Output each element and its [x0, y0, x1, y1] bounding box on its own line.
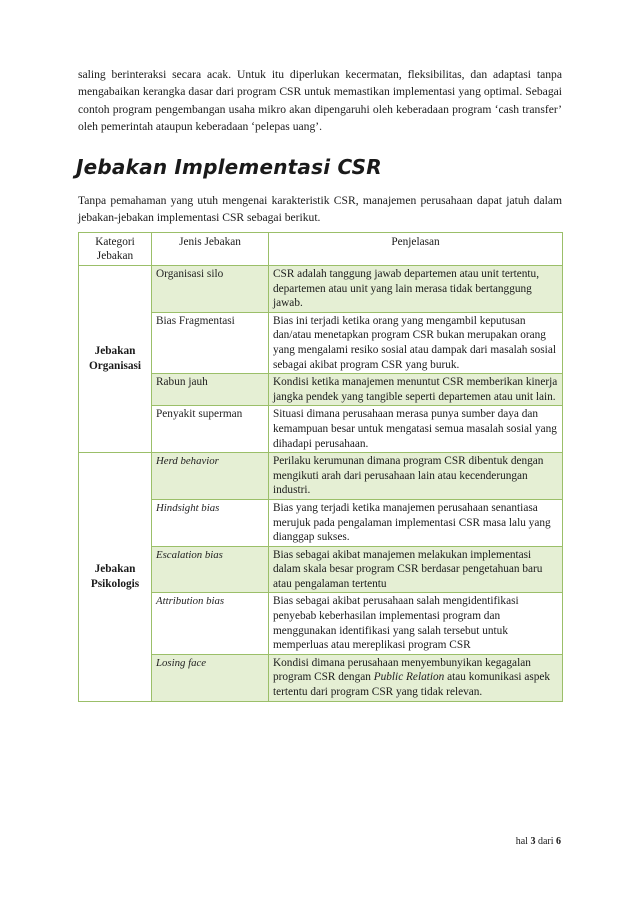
trap-explanation: CSR adalah tanggung jawab departemen atau unit tertentu, departemen atau unit yang lain merasa tidak bertanggung jawab. — [269, 266, 563, 313]
table-row — [79, 374, 563, 406]
header-category: Kategori Jebakan — [79, 232, 152, 265]
table-row — [79, 266, 563, 313]
trap-explanation: Kondisi ketika manajemen menuntut CSR memberikan kinerja jangka pendek yang tangible seperti departemen atau unit lain. — [269, 374, 563, 406]
page-footer — [440, 836, 561, 847]
category-organisasi: Jebakan Organisasi — [79, 266, 152, 453]
table-row — [79, 453, 563, 500]
explanation-part: Kondisi dimana perusahaan menyembunyikan kegagalan program CSR dengan — [273, 656, 531, 684]
trap-explanation: Bias yang terjadi ketika manajemen perusahaan senantiasa merujuk pada pengalaman implementasi CSR masa lalu yang dianggap sukses. — [269, 499, 563, 546]
table-row — [79, 499, 563, 546]
footer-separator: dari — [537, 836, 554, 847]
trap-type: Hindsight bias — [152, 499, 269, 546]
table-row — [79, 593, 563, 654]
table-row — [79, 312, 563, 373]
trap-explanation: Bias sebagai akibat manajemen melakukan implementasi dalam skala besar program CSR berdasar pengetahuan baru atau pengalaman tertentu — [269, 546, 563, 593]
footer-current-page: 3 — [530, 836, 536, 847]
trap-type: Organisasi silo — [152, 266, 269, 313]
trap-explanation: Bias sebagai akibat perusahaan salah mengidentifikasi penyebab keberhasilan implementasi program dan menggunakan identifikasi yang salah tersebut untuk memperluas atau mereplikasi program CSR — [269, 593, 563, 654]
trap-type: Bias Fragmentasi — [152, 312, 269, 373]
category-psikologis: Jebakan Psikologis — [79, 453, 152, 702]
lead-paragraph: Tanpa pemahaman yang utuh mengenai karakteristik CSR, manajemen perusahaan dapat jatuh dalam jebakan-jebakan implementasi CSR sebagai berikut. — [78, 193, 562, 225]
trap-type: Losing face — [152, 654, 269, 701]
trap-explanation: Bias ini terjadi ketika orang yang mengambil keputusan dan/atau menetapkan program CSR bukan merupakan orang yang mengalami resiko sosial atau dampak dari masalah sosial sebagai akibat program CSR yang buruk. — [269, 312, 563, 373]
trap-type: Herd behavior — [152, 453, 269, 500]
document-page — [78, 66, 562, 702]
explanation-part: atau komunikasi aspek tertentu dari program CSR yang tidak relevan. — [273, 671, 551, 699]
footer-total-pages: 6 — [556, 836, 561, 847]
table-row — [79, 546, 563, 593]
header-explanation: Penjelasan — [269, 232, 563, 265]
header-type: Jenis Jebakan — [152, 232, 269, 265]
trap-explanation — [269, 654, 563, 701]
section-title: Jebakan Implementasi CSR — [76, 154, 382, 179]
trap-type: Penyakit superman — [152, 406, 269, 453]
trap-type: Attribution bias — [152, 593, 269, 654]
csr-traps-table — [78, 232, 563, 702]
trap-explanation: Perilaku kerumunan dimana program CSR dibentuk dengan mengikuti arah dari perusahaan lain atau kecenderungan industri. — [269, 453, 563, 500]
trap-type: Rabun jauh — [152, 374, 269, 406]
table-row — [79, 406, 563, 453]
table-row — [79, 654, 563, 701]
trap-explanation: Situasi dimana perusahaan merasa punya sumber daya dan kemampuan besar untuk mengatasi semua masalah sosial yang dihadapi perusahaan. — [269, 406, 563, 453]
explanation-emphasis: Public Relation — [373, 671, 445, 684]
intro-paragraph: saling berinteraksi secara acak. Untuk itu diperlukan kecermatan, fleksibilitas, dan adaptasi tanpa mengabaikan kerangka dasar dari program CSR untuk memastikan implementasi yang optimal. Sebagai contoh program pengembangan usaha mikro akan dipengaruhi oleh keberadaan program ‘cash transfer’ oleh pemerintah ataupun keberadaan ‘pelepas uang’. — [78, 68, 562, 134]
footer-prefix: hal — [515, 836, 528, 847]
trap-type: Escalation bias — [152, 546, 269, 593]
table-header-row — [79, 232, 563, 265]
